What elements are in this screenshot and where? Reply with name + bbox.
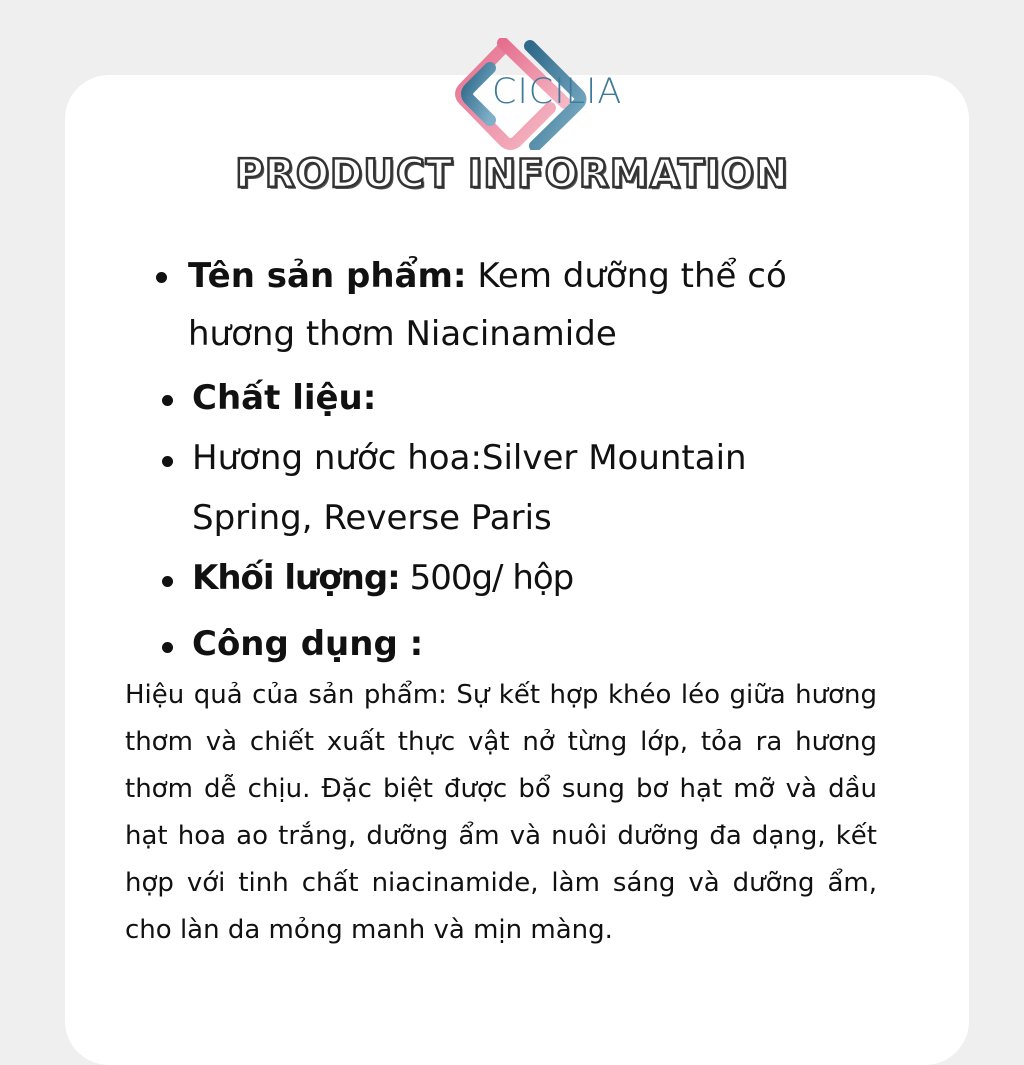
usage-description: Hiệu quả của sản phẩm: Sự kết hợp khéo léo giữa hương thơm và chiết xuất thực vật nở từng lớp, tỏa ra hương thơm dễ chịu. Đặc biệt được bổ sung bơ hạt mỡ và dầu hạt hoa ao trắng, dưỡng ẩm và nuôi dưỡng đa dạng, kết hợp với tinh chất niacinamide, làm sáng và dưỡng ẩm, cho làn da mỏng manh và mịn màng.: [125, 680, 877, 945]
bullet-icon: [162, 576, 173, 587]
value: Kem dưỡng thể có: [466, 256, 787, 296]
label: Công dụng :: [192, 624, 424, 664]
bullet-icon: [162, 395, 173, 406]
bullet-icon: [156, 272, 167, 283]
fragrance: Hương nước hoa:Silver Mountain: [192, 438, 747, 478]
label: Khối lượng:: [192, 558, 400, 598]
product-name: [188, 247, 787, 305]
usage-label: [192, 615, 423, 673]
bullet-icon: [162, 642, 173, 653]
material-label: [192, 369, 376, 427]
fragrance-cont: Spring, Reverse Paris: [192, 498, 552, 538]
label: Tên sản phẩm:: [188, 256, 467, 296]
weight: [192, 549, 573, 607]
bullet-icon: [162, 456, 173, 467]
label: Chất liệu:: [192, 378, 377, 418]
value: 500g/ hộp: [399, 558, 574, 598]
page-title: PRODUCT INFORMATION: [235, 152, 789, 197]
product-name-cont: hương thơm Niacinamide: [188, 314, 617, 354]
brand-name: CICILIA: [492, 72, 623, 112]
